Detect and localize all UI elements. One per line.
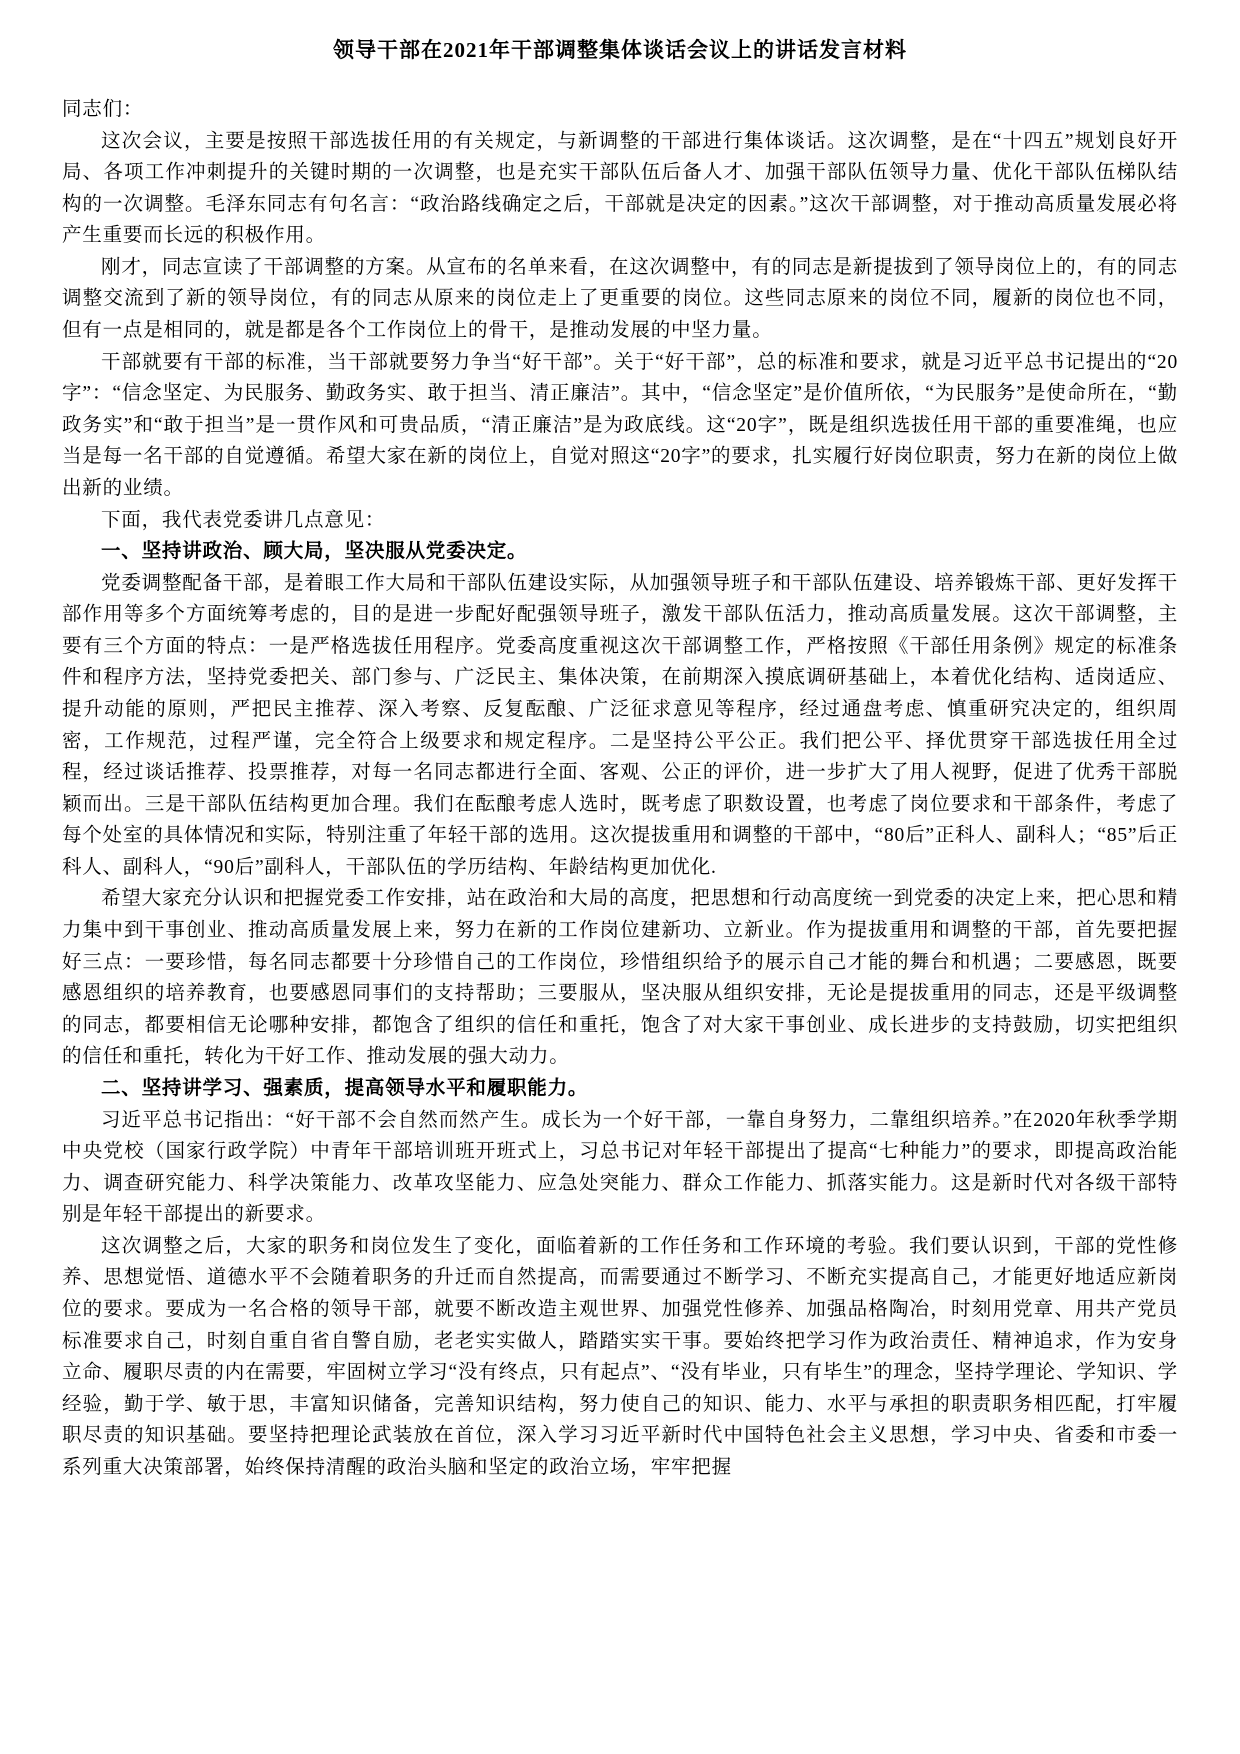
document-body xyxy=(62,94,1178,1483)
paragraph-8: 这次调整之后，大家的职务和岗位发生了变化，面临着新的工作任务和工作环境的考验。我们要认识到，干部的党性修养、思想觉悟、道德水平不会随着职务的升迁而自然提高，而需要通过不断学习、不断充实提高自己，才能更好地适应新岗位的要求。要成为一名合格的领导干部，就要不断改造主观世界、加强党性修养、加强品格陶冶，时刻用党章、用共产党员标准要求自己，时刻自重自省自警自励，老老实实做人，踏踏实实干事。要始终把学习作为政治责任、精神追求，作为安身立命、履职尽责的内在需要，牢固树立学习“没有终点，只有起点”、“没有毕业，只有毕生”的理念，坚持学理论、学知识、学经验，勤于学、敏于思，丰富知识储备，完善知识结构，努力使自己的知识、能力、水平与承担的职责职务相匹配，打牢履职尽责的知识基础。要坚持把理论武装放在首位，深入学习习近平新时代中国特色社会主义思想，学习中央、省委和市委一系列重大决策部署，始终保持清醒的政治头脑和坚定的政治立场，牢牢把握 xyxy=(62,1235,1178,1478)
paragraph-6: 希望大家充分认识和把握党委工作安排，站在政治和大局的高度，把思想和行动高度统一到党委的决定上来，把心思和精力集中到干事创业、推动高质量发展上来，努力在新的工作岗位建新功、立新业。作为提拔重用和调整的干部，首先要把握好三点：一要珍惜，每名同志都要十分珍惜自己的工作岗位，珍惜组织给予的展示自己才能的舞台和机遇；二要感恩，既要感恩组织的培养教育，也要感恩同事们的支持帮助；三要服从，坚决服从组织安排，无论是提拔重用的同志，还是平级调整的同志，都要相信无论哪种安排，都饱含了组织的信任和重托，饱含了对大家干事创业、成长进步的支持鼓励，切实把组织的信任和重托，转化为干好工作、推动发展的强大动力。 xyxy=(62,888,1178,1068)
paragraph-3: 干部就要有干部的标准，当干部就要努力争当“好干部”。关于“好干部”，总的标准和要求，就是习近平总书记提出的“20字”：“信念坚定、为民服务、勤政务实、敢于担当、清正廉洁”。其中，“信念坚定”是价值所依，“为民服务”是使命所在，“勤政务实”和“敢于担当”是一贯作风和可贵品质，“清正廉洁”是为政底线。这“20字”，既是组织选拔任用干部的重要准绳，也应当是每一名干部的自觉遵循。希望大家在新的岗位上，自觉对照这“20字”的要求，扎实履行好岗位职责，努力在新的岗位上做出新的业绩。 xyxy=(62,351,1178,499)
salutation: 同志们： xyxy=(62,99,144,120)
section-heading-1: 一、坚持讲政治、顾大局，坚决服从党委决定。 xyxy=(101,541,528,563)
section-heading-2: 二、坚持讲学习、强素质，提高领导水平和履职能力。 xyxy=(101,1077,589,1099)
paragraph-4: 下面，我代表党委讲几点意见： xyxy=(101,509,386,531)
paragraph-7: 习近平总书记指出：“好干部不会自然而然产生。成长为一个好干部，一靠自身努力，二靠组织培养。”在2020年秋季学期中央党校（国家行政学院）中青年干部培训班开班式上，习总书记对年轻干部提出了提高“七种能力”的要求，即提高政治能力、调查研究能力、科学决策能力、改革攻坚能力、应急处突能力、群众工作能力、抓落实能力。这是新时代对各级干部特别是年轻干部提出的新要求。 xyxy=(62,1109,1178,1226)
document-title: 领导干部在2021年干部调整集体谈话会议上的讲话发言材料 xyxy=(333,38,907,62)
paragraph-2: 刚才，同志宣读了干部调整的方案。从宣布的名单来看，在这次调整中，有的同志是新提拔到了领导岗位上的，有的同志调整交流到了新的领导岗位，有的同志从原来的岗位走上了更重要的岗位。这些同志原来的岗位不同，履新的岗位也不同，但有一点是相同的，就是都是各个工作岗位上的骨干，是推动发展的中坚力量。 xyxy=(62,256,1178,342)
paragraph-1: 这次会议，主要是按照干部选拔任用的有关规定，与新调整的干部进行集体谈话。这次调整，是在“十四五”规划良好开局、各项工作冲刺提升的关键时期的一次调整，也是充实干部队伍后备人才、加强干部队伍领导力量、优化干部队伍梯队结构的一次调整。毛泽东同志有句名言：“政治路线确定之后，干部就是决定的因素。”这次干部调整，对于推动高质量发展必将产生重要而长远的积极作用。 xyxy=(62,130,1178,247)
paragraph-5: 党委调整配备干部，是着眼工作大局和干部队伍建设实际，从加强领导班子和干部队伍建设、培养锻炼干部、更好发挥干部作用等多个方面统筹考虑的，目的是进一步配好配强领导班子，激发干部队伍活力，推动高质量发展。这次干部调整，主要有三个方面的特点：一是严格选拔任用程序。党委高度重视这次干部调整工作，严格按照《干部任用条例》规定的标准条件和程序方法，坚持党委把关、部门参与、广泛民主、集体决策，在前期深入摸底调研基础上，本着优化结构、适岗适应、提升动能的原则，严把民主推荐、深入考察、反复酝酿、广泛征求意见等程序，经过通盘考虑、慎重研究决定的，组织周密，工作规范，过程严谨，完全符合上级要求和规定程序。二是坚持公平公正。我们把公平、择优贯穿干部选拔任用全过程，经过谈话推荐、投票推荐，对每一名同志都进行全面、客观、公正的评价，进一步扩大了用人视野，促进了优秀干部脱颖而出。三是干部队伍结构更加合理。我们在酝酿考虑人选时，既考虑了职数设置，也考虑了岗位要求和干部条件，考虑了每个处室的具体情况和实际，特别注重了年轻干部的选用。这次提拔重用和调整的干部中，“80后”正科人、副科人；“85”后正科人、副科人，“90后”副科人，干部队伍的学历结构、年龄结构更加优化. xyxy=(62,572,1178,878)
